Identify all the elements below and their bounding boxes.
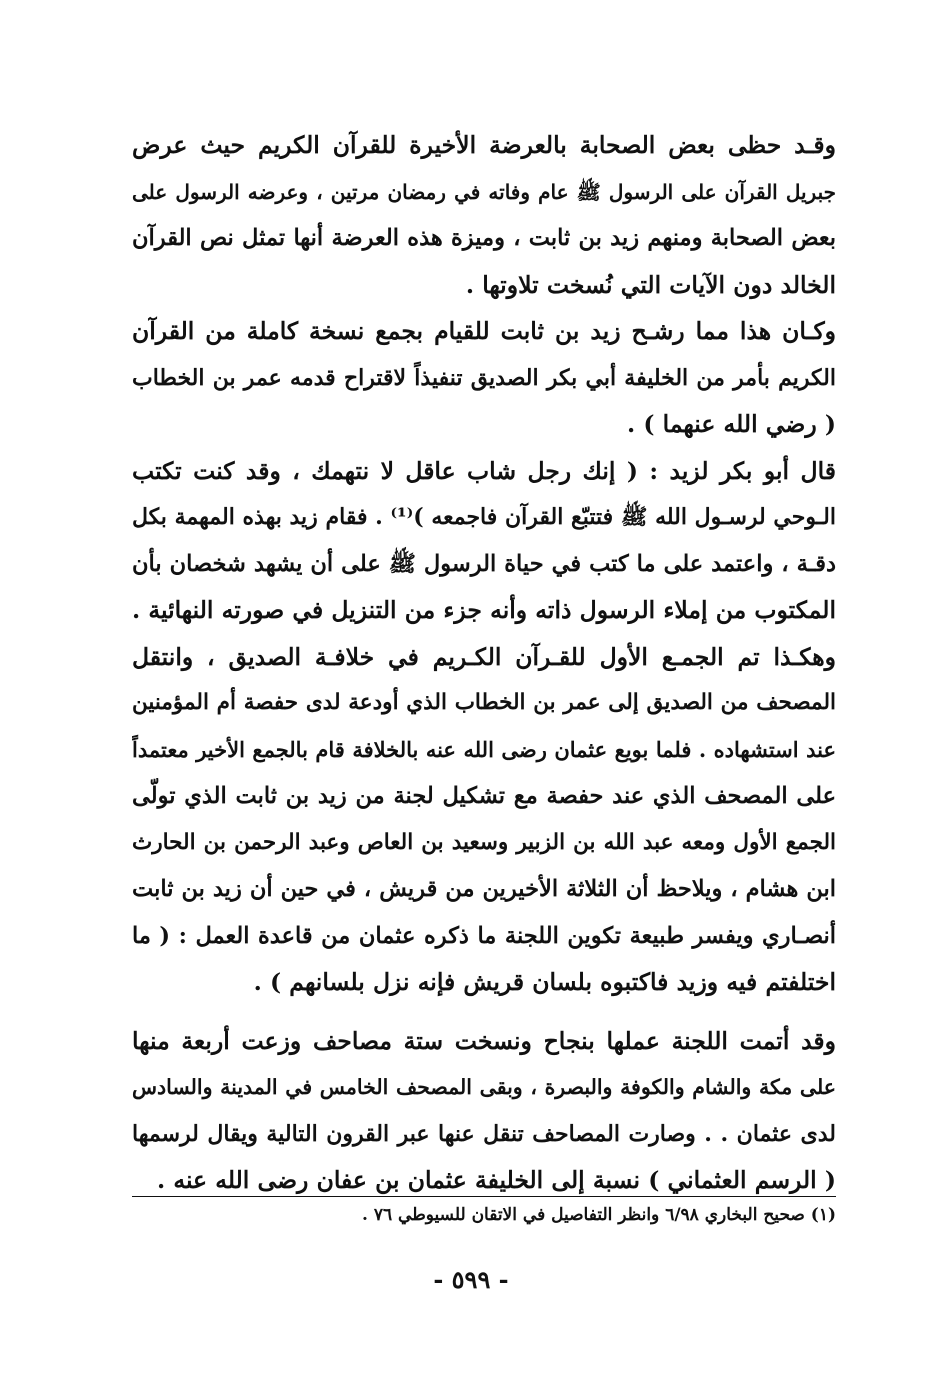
- text-line: وقـد حظى بعض الصحابة بالعرضة الأخيرة للقرآن الكريم حيث عرض: [132, 131, 836, 159]
- text-line: وكـان هذا مما رشـح زيد بن ثابت للقيام بجمع نسخة كاملة من القرآن: [132, 317, 836, 345]
- page-number: - ٥٩٩ -: [433, 1265, 509, 1294]
- text-line: ( الرسم العثماني ) نسبة إلى الخليفة عثمان بن عفان رضى الله عنه .: [157, 1166, 836, 1194]
- text-line: الخالد دون الآيات التي نُسخت تلاوتها .: [465, 270, 836, 299]
- text-line: المصحف من الصديق إلى عمر بن الخطاب الذي أودعة لدى حفصة أم المؤمنين: [132, 690, 836, 715]
- text-line: دقـة ، واعتمد على ما كتب في حياة الرسول ﷺ على أن يشهد شخصان بأن: [132, 550, 836, 577]
- text-line: ابن هشام ، ويلاحظ أن الثلاثة الأخيرين من قريش ، في حين أن زيد بن ثابت: [132, 876, 836, 902]
- text-line: أنصـاري ويفسر طبيعة تكوين اللجنة ما ذكره عثمان من قاعدة العمل : ( ما: [132, 922, 836, 949]
- text-line: وهكـذا تم الجمـع الأول للقـرآن الكـريم في خلافـة الصديق ، وانتقل: [132, 642, 836, 671]
- text-line: الـوحي لرسـول الله ﷺ فتتبّع القرآن فاجمعه )⁽¹⁾ . فقام زيد بهذه المهمة بكل: [132, 504, 836, 530]
- footnote: (١) صحيح البخاري ٦/٩٨ وانظر التفاصيل في الاتقان للسيوطي ٧٦ .: [362, 1205, 836, 1225]
- text-line: المكتوب من إملاء الرسول ذاته وأنه جزء من التنزيل في صورته النهائية .: [132, 596, 836, 624]
- text-line: على المصحف الذي عند حفصة مع تشكيل لجنة من زيد بن ثابت الذي تولّى: [132, 783, 836, 809]
- footnote-divider: [132, 1196, 836, 1197]
- text-line: وقد أتمت اللجنة عملها بنجاح ونسخت ستة مصاحف وزعت أربعة منها: [132, 1026, 836, 1055]
- text-line: على مكة والشام والكوفة والبصرة ، وبقى المصحف الخامس في المدينة والسادس: [132, 1075, 836, 1099]
- text-line: بعض الصحابة ومنهم زيد بن ثابت ، وميزة هذه العرضة أنها تمثل نص القرآن: [132, 225, 836, 251]
- text-line: ( رضي الله عنهما ) .: [627, 410, 836, 438]
- text-line: الجمع الأول ومعه عبد الله بن الزبير وسعيد بن العاص وعبد الرحمن بن الحارث: [132, 829, 836, 855]
- text-line: قال أبو بكر لزيد : ( إنك رجل شاب عاقل لا نتهمك ، وقد كنت تكتب: [132, 456, 836, 485]
- body-text: [132, 122, 836, 1204]
- text-line: جبريل القرآن على الرسول ﷺ عام وفاته في رمضان مرتين ، وعرضه الرسول على: [132, 179, 836, 204]
- text-line: لدى عثمان . . وصارت المصاحف تنقل عنها عبر القرون التالية ويقال لرسمها: [132, 1120, 836, 1147]
- text-line: الكريم بأمر من الخليفة أبي بكر الصديق تنفيذاً لاقتراح قدمه عمر بن الخطاب: [132, 364, 836, 391]
- text-line: عند استشهاده . فلما بويع عثمان رضى الله عنه بالخلافة قام بالجمع الأخير معتمداً: [132, 736, 836, 762]
- paragraph-gap: [132, 1006, 836, 1018]
- text-line: اختلفتم فيه وزيد فاكتبوه بلسان قريش فإنه نزل بلسانهم ) .: [253, 968, 836, 996]
